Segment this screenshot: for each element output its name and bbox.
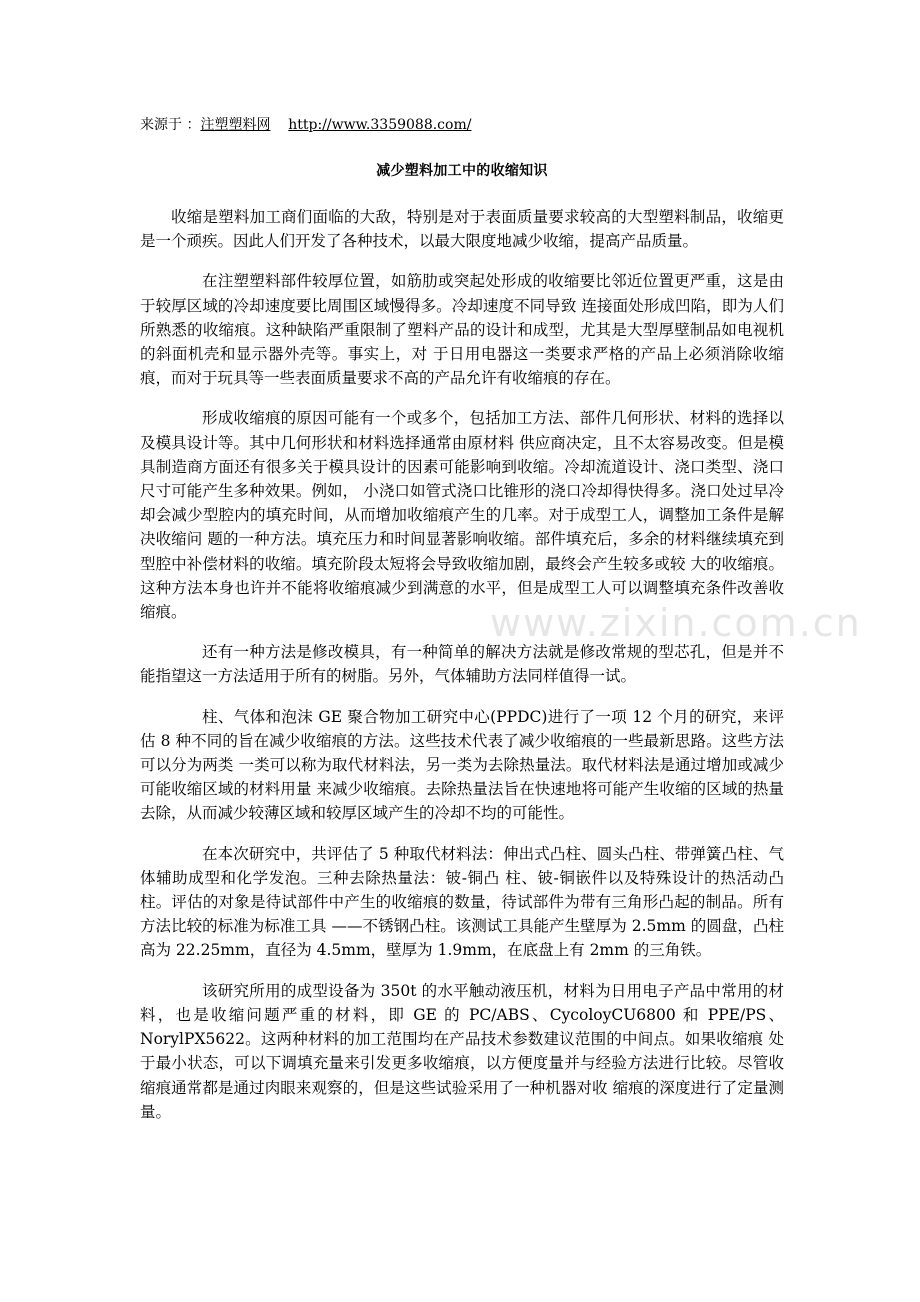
paragraph-5: 柱、气体和泡沫 GE 聚合物加工研究中心(PPDC)进行了一项 12 个月的研究，来评估 8 种不同的旨在减少收缩痕的方法。这些技术代表了减少收缩痕的一些最新思路。这些方法可以分为两类 一类可以称为取代材料法，另一类为去除热量法。取代材料法是通过增加或减少可能收缩区域的材料用量 来减少收缩痕。去除热量法旨在快速地将可能产生收缩的区域的热量去除，从而减少较薄区域和较厚区域产生的冷却不均的可能性。 bbox=[140, 707, 784, 823]
watermark: www.zixin.com.cn bbox=[490, 601, 862, 645]
source-url-link[interactable]: http://www.3359088.com/ bbox=[288, 117, 472, 133]
site-name-link[interactable]: 注塑塑料网 bbox=[200, 117, 271, 133]
paragraph-1: 收缩是塑料加工商们面临的大敌，特别是对于表面质量要求较高的大型塑料制品，收缩更是一个顽疾。因此人们开发了各种技术，以最大限度地减少收缩，提高产品质量。 bbox=[140, 208, 784, 251]
source-line bbox=[140, 112, 784, 138]
document-page bbox=[140, 112, 784, 1124]
paragraph-4: 还有一种方法是修改模具，有一种简单的解决方法就是修改常规的型芯孔，但是并不能指望这一方法适用于所有的树脂。另外，气体辅助方法同样值得一试。 bbox=[140, 643, 784, 686]
article-title: 减少塑料加工中的收缩知识 bbox=[376, 163, 548, 179]
paragraph-7: 该研究所用的成型设备为 350t 的水平触动液压机，材料为日用电子产品中常用的材料，也是收缩问题严重的材料，即 GE 的 PC/ABS、CycoloyCU6800 和 PPE/PS、NorylPX5622。这两种材料的加工范围均在产品技术参数建议范围的中间点。如果收缩痕 处于最小状态，可以下调填充量来引发更多收缩痕，以方便度量并与经验方法进行比较。尽管收缩痕通常都是通过肉眼来观察的，但是这些试验采用了一种机器对收 缩痕的深度进行了定量测量。 bbox=[140, 981, 784, 1121]
paragraph-6: 在本次研究中，共评估了 5 种取代材料法：伸出式凸柱、圆头凸柱、带弹簧凸柱、气体辅助成型和化学发泡。三种去除热量法：铍-铜凸 柱、铍-铜嵌件以及特殊设计的热活动凸柱。评估的对象是待试部件中产生的收缩痕的数量，待试部件为带有三角形凸起的制品。所有方法比较的标准为标准工具 ——不锈钢凸柱。该测试工具能产生壁厚为 2.5mm 的圆盘，凸柱高为 22.25mm，直径为 4.5mm，壁厚为 1.9mm，在底盘上有 2mm 的三角铁。 bbox=[140, 844, 784, 960]
paragraph-2: 在注塑塑料部件较厚位置，如筋肋或突起处形成的收缩要比邻近位置更严重，这是由于较厚区域的冷却速度要比周围区域慢得多。冷却速度不同导致 连接面处形成凹陷，即为人们所熟悉的收缩痕。这种缺陷严重限制了塑料产品的设计和成型，尤其是大型厚壁制品如电视机的斜面机壳和显示器外壳等。事实上，对 于日用电器这一类要求严格的产品上必须消除收缩痕，而对于玩具等一些表面质量要求不高的产品允许有收缩痕的存在。 bbox=[140, 272, 784, 388]
paragraph-3: 形成收缩痕的原因可能有一个或多个，包括加工方法、部件几何形状、材料的选择以及模具设计等。其中几何形状和材料选择通常由原材料 供应商决定，且不太容易改变。但是模具制造商方面还有很多关于模具设计的因素可能影响到收缩。冷却流道设计、浇口类型、浇口尺寸可能产生多种效果。例如， 小浇口如管式浇口比锥形的浇口冷却得快得多。浇口处过早冷却会减少型腔内的填充时间，从而增加收缩痕产生的几率。对于成型工人，调整加工条件是解决收缩问 题的一种方法。填充压力和时间显著影响收缩。部件填充后，多余的材料继续填充到型腔中补偿材料的收缩。填充阶段太短将会导致收缩加剧，最终会产生较多或较 大的收缩痕。这种方法本身也许并不能将收缩痕减少到满意的水平，但是成型工人可以调整填充条件改善收缩痕。 bbox=[140, 409, 784, 622]
source-label: 来源于 ： bbox=[140, 117, 201, 133]
